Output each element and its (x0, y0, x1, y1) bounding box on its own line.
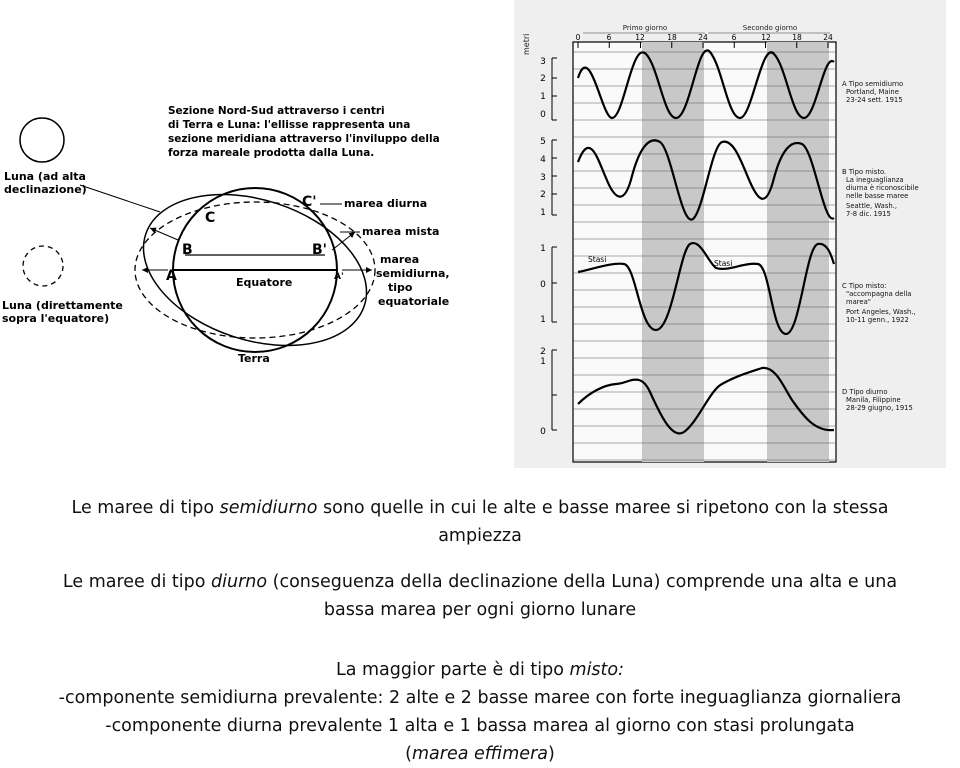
panel-d-caption: D Tipo diurno Manila, Filippine 28-29 giugno, 1915 (842, 388, 913, 412)
shade-day2 (767, 42, 829, 462)
moon-high-declination (20, 118, 64, 162)
y-tick-label: 2 (540, 190, 546, 200)
tide-chart (514, 0, 946, 468)
diagram-title: Sezione Nord-Sud attraverso i centri di Terra e Luna: l'ellisse rappresenta una sezione meridiana attraverso l'inviluppo della forza mareale prodotta dalla Luna. (168, 105, 440, 159)
earth-label: Terra (238, 352, 270, 365)
caption-line (0, 740, 960, 768)
hour-label: 12 (761, 33, 771, 42)
label-c-prime: C' (302, 194, 317, 210)
y-tick-label: 2 (540, 347, 546, 357)
y-tick-label: 5 (540, 137, 546, 147)
caption-emphasis: diurno (211, 572, 268, 592)
y-tick-label: 3 (540, 173, 546, 183)
hour-label: 0 (575, 33, 581, 42)
y-tick-label: 3 (540, 57, 546, 67)
day2-label: Secondo giorno (742, 24, 798, 32)
caption-emphasis: misto: (569, 660, 625, 680)
y-tick-label: 1 (540, 315, 546, 325)
caption-text: Le maree di tipo (62, 572, 212, 592)
equator-label: Equatore (236, 276, 293, 289)
y-tick-label: 0 (540, 427, 546, 437)
hour-label: 12 (635, 33, 645, 42)
marea-mista-label: marea mista (362, 225, 440, 238)
label-c: C (205, 210, 216, 226)
caption-line (0, 656, 960, 684)
arrow-c (150, 228, 178, 240)
unit-label: metri (522, 33, 531, 55)
y-tick-label: 1 (540, 92, 546, 102)
caption-mixed (0, 656, 960, 768)
hour-label: 6 (606, 33, 612, 42)
day1-label: Primo giorno (622, 24, 668, 32)
stasi-label-1: Stasi (588, 255, 607, 264)
hour-label: 24 (823, 33, 833, 42)
caption-line: -componente semidiurna prevalente: 2 alte e 2 basse maree con forte ineguaglianza giornaliera (58, 688, 902, 708)
panel-a-caption: A Tipo semidiurno Portland, Maine 23-24 sett. 1915 (842, 80, 904, 104)
moon-over-equator (23, 246, 63, 286)
shade-day1 (642, 42, 704, 462)
hour-label: 6 (731, 33, 737, 42)
hour-label: 18 (667, 33, 677, 42)
panel-c-caption: C Tipo misto: "accompagna della marea" Port Angeles, Wash., 10-11 genn., 1922 (842, 282, 916, 324)
stasi-label-2: Stasi (714, 259, 733, 268)
y-tick-label: 0 (540, 110, 546, 120)
caption-line (0, 568, 960, 596)
caption-line: bassa marea per ogni giorno lunare (323, 600, 637, 620)
caption-line: -componente diurna prevalente 1 alta e 1 bassa marea al giorno con stasi prolungata (105, 716, 855, 736)
caption-text: ( (405, 744, 412, 764)
earth-moon-diagram (2, 105, 453, 372)
semidiurnal-label: marea semidiurna, tipo equatoriale (376, 253, 450, 308)
panel-b-caption: B Tipo misto. La ineguaglianza diurna è riconoscibile nelle basse maree Seattle, Wash., 7-8 dic. 1915 (842, 168, 919, 218)
label-a-prime: A' (334, 272, 344, 282)
label-b-prime: B' (312, 242, 327, 258)
caption-emphasis: marea effimera (411, 744, 548, 764)
caption-text: (conseguenza della declinazione della Luna) comprende una alta e una (267, 572, 898, 592)
caption-text: ) (548, 744, 555, 764)
y-tick-label: 0 (540, 280, 546, 290)
hour-label: 24 (698, 33, 708, 42)
caption-line: ampiezza (438, 526, 522, 546)
moon-high-label: Luna (ad alta declinazione) (4, 170, 87, 196)
caption-diurnal (0, 568, 960, 624)
moon-equator-label: Luna (direttamente sopra l'equatore) (2, 299, 123, 325)
y-tick-label: 1 (540, 244, 546, 254)
caption-text: sono quelle in cui le alte e basse maree si ripetono con la stessa (317, 498, 889, 518)
marea-diurna-label: marea diurna (344, 197, 428, 210)
y-tick-label: 2 (540, 74, 546, 84)
y-tick-label: 1 (540, 208, 546, 218)
hour-label: 18 (792, 33, 802, 42)
caption-emphasis: semidiurno (219, 498, 318, 518)
caption-line (0, 494, 960, 522)
label-b: B (182, 242, 193, 258)
moon-line (80, 185, 160, 212)
caption-semidiurnal (0, 494, 960, 550)
label-a: A (166, 268, 177, 284)
caption-text: Le maree di tipo (71, 498, 220, 518)
caption-text: La maggior parte è di tipo (335, 660, 570, 680)
y-tick-label: 4 (540, 155, 546, 165)
y-tick-label: 1 (540, 357, 546, 367)
